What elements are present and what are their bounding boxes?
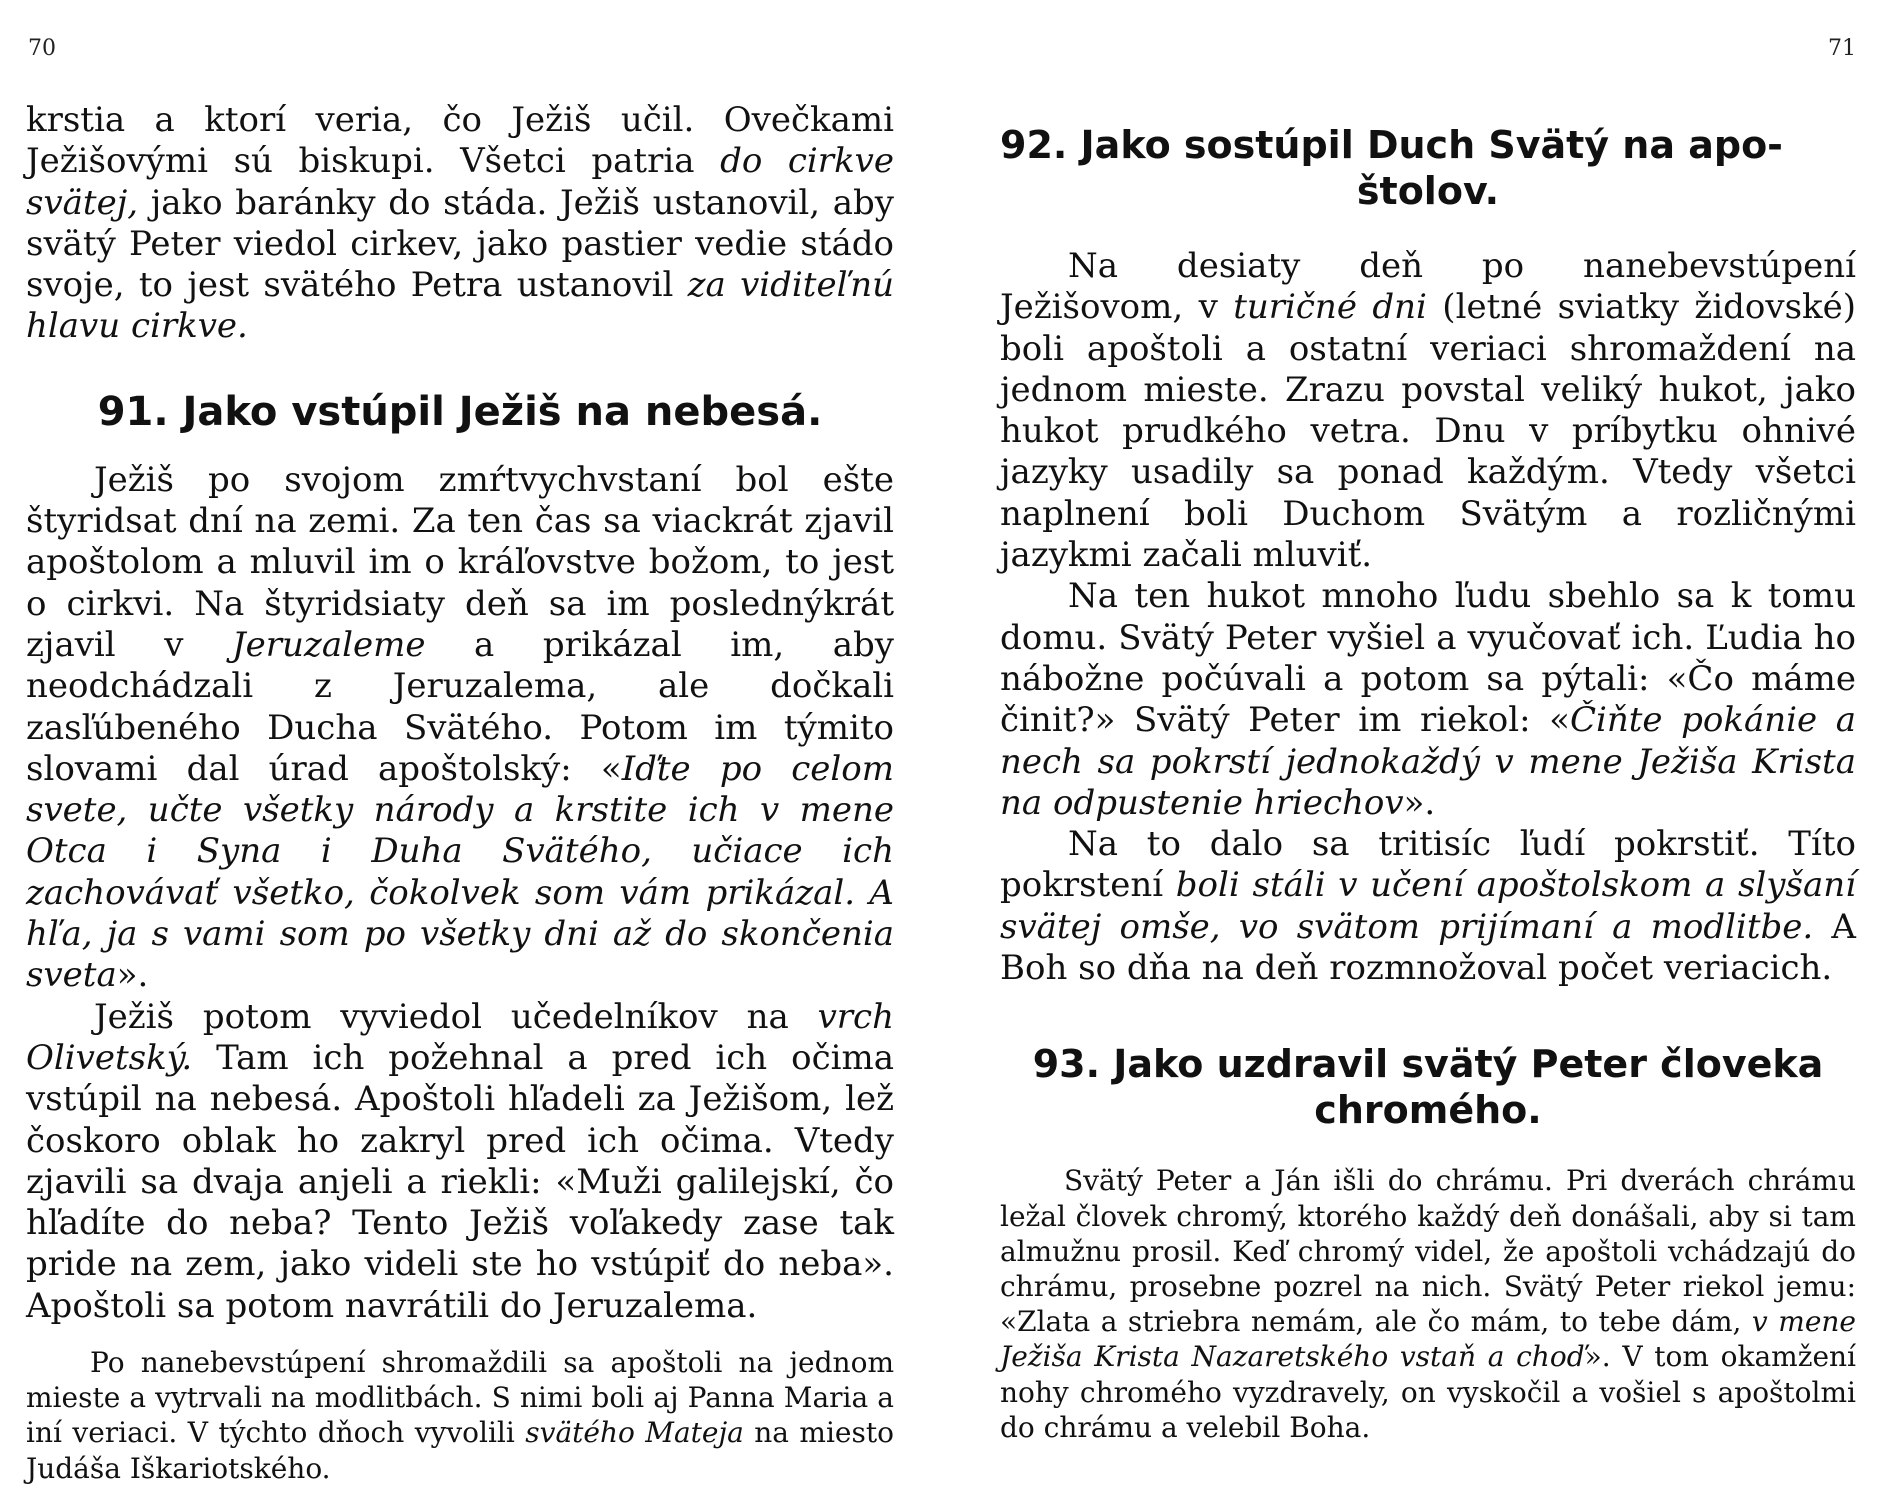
- italic-run: svätého Mateja: [525, 1416, 744, 1450]
- italic-run: vrch Olivetský.: [26, 996, 894, 1078]
- text-run: Po nanebevstúpení shromaždili sa apoštoli na jednom mieste a vytrvali na modlitbách. S nimi boli aj Panna Maria a iní veriaci. V týchto dňoch vyvolili: [26, 1346, 894, 1450]
- paragraph-pentecost-2: [1000, 576, 1856, 824]
- paragraph-ascension-2: [26, 997, 894, 1327]
- text-run: ».: [1403, 782, 1436, 823]
- italic-run: boli stáli v učení apoštolskom a slyšaní svätej omše, vo svätom prijímaní a modlitbe.: [1000, 865, 1857, 947]
- right-page: [1000, 0, 1856, 1500]
- paragraph-ascension-1: [26, 460, 894, 997]
- text-run: krstia a ktorí veria, čo Ježiš učil. Ovečkami Ježišovými sú biskupi. Všetci patria: [26, 100, 894, 182]
- italic-run: turičné dni: [1233, 287, 1427, 328]
- italic-run: v mene Ježiša Krista Nazaretského vstaň a choď: [1000, 1305, 1856, 1374]
- italic-run: do cirkve svätej,: [26, 141, 894, 223]
- paragraph-pentecost-3: [1000, 824, 1856, 989]
- left-page-text: [26, 100, 894, 1486]
- italic-run: Jeruzaleme: [232, 624, 426, 665]
- text-run: Tam ich požehnal a pred ich očima vstúpil na nebesá. Apoštoli hľadeli za Ježišom, lež čoskoro oblak ho zakryl pred ich očima. Vtedy zjavili sa dvaja anjeli a riekli: «Muži galilejskí, čo hľadíte do neba? Tento Ježiš voľakedy zase tak pride na zem, jako videli ste ho vstúpiť do neba». Apoštoli sa potom navrátili do Jeruzalema.: [26, 1037, 894, 1326]
- italic-run: Čiňte pokánie a nech sa pokrstí jednokaždý v mene Ježiša Krista na odpustenie hriechov: [1000, 700, 1856, 823]
- text-run: Svätý Peter a Ján išli do chrámu. Pri dverách chrámu ležal človek chromý, ktorého každý deň donášali, aby si tam almužnu prosil. Keď chromý videl, že apoštoli vchádzajú do chrámu, prosebne pozrel na nich. Svätý Peter riekol jemu: «Zlata a striebra nemám, ale čo mám, to tebe dám,: [1000, 1164, 1856, 1339]
- left-page: [26, 0, 894, 1500]
- section-heading-91: 91. Jako vstúpil Ježiš na nebesá.: [97, 388, 823, 435]
- spacer: [26, 1327, 894, 1345]
- text-run: ». V tom okamžení nohy chromého vyzdravely, on vyskočil a vošiel s apoštolmi do chrámu a velebil Boha.: [1000, 1340, 1857, 1444]
- text-run: Na to dalo sa tritisíc ľudí pokrstiť. Títo pokrstení: [1000, 824, 1856, 906]
- paragraph-pentecost-1: [1000, 246, 1856, 576]
- italic-run: za viditeľnú hlavu cirkve.: [26, 265, 895, 347]
- text-run: jako baránky do stáda. Ježiš ustanovil, aby svätý Peter viedol cirkev, jako pastier vedie stádo svoje, to jest svätého Petra ustanovil: [26, 182, 894, 306]
- heading-line: štolov.: [1356, 169, 1500, 213]
- text-run: A Boh so dňa na deň rozmnožoval počet veriacich.: [1000, 906, 1856, 989]
- page-number-right: 71: [1828, 36, 1856, 61]
- text-run: a prikázal im, aby neodchádzali z Jeruzalema, ale dočkali zasľúbeného Ducha Svätého. Potom im týmito slovami dal úrad apoštolský: «: [26, 624, 894, 789]
- text-run: Na desiaty deň po nanebevstúpení Ježišovom, v: [1000, 246, 1856, 328]
- section-heading-93: 93. Jako uzdravil svätý Peter človeka chromého.: [1032, 1042, 1824, 1133]
- text-run: Ježiš po svojom zmŕtvychvstaní bol ešte štyridsat dní na zemi. Za ten čas sa viackrát zjavil apoštolom a mluvil im o kráľovstve božom, to jest o cirkvi. Na štyridsiaty deň sa im poslednýkrát zjavil v: [26, 459, 894, 665]
- paragraph-ascension-note: [26, 1345, 894, 1486]
- intro-paragraph: [26, 100, 894, 348]
- text-run: na miesto Judáša Iškariotského.: [26, 1416, 894, 1485]
- text-run: Na ten hukot mnoho ľudu sbehlo sa k tomu domu. Svätý Peter vyšiel a vyučovať ich. Ľudia ho nábožne počúvali a potom sa pýtali: «Čo máme činit?» Svätý Peter im riekol: «: [1000, 576, 1856, 741]
- section-heading-92: [1000, 122, 1856, 214]
- paragraph-healing: [1000, 1163, 1856, 1445]
- heading-line: 92. Jako sostúpil Duch Svätý na apo-: [1000, 123, 1783, 167]
- text-run: Ježiš potom vyviedol učedelníkov na: [94, 996, 818, 1037]
- right-page-text: [1000, 122, 1856, 1445]
- page-number-left: 70: [28, 36, 56, 61]
- italic-run: Iďte po celom svete, učte všetky národy a krstite ich v mene Otca i Syna i Duha Svätého, učiace ich zachovávať všetko, čokolvek som vám prikázal. A hľa, ja s vami som po všetky dni až do skončenia sveta: [26, 748, 895, 996]
- text-run: (letné sviatky židovské) boli apoštoli a ostatní veriaci shromaždení na jednom mieste. Zrazu povstal veliký hukot, jako hukot prudkého vetra. Dnu v príbytku ohnivé jazyky usadily sa ponad každým. Vtedy všetci naplnení boli Duchom Svätým a rozličnými jazykmi začali mluviť.: [1000, 287, 1857, 576]
- text-run: ».: [116, 955, 149, 996]
